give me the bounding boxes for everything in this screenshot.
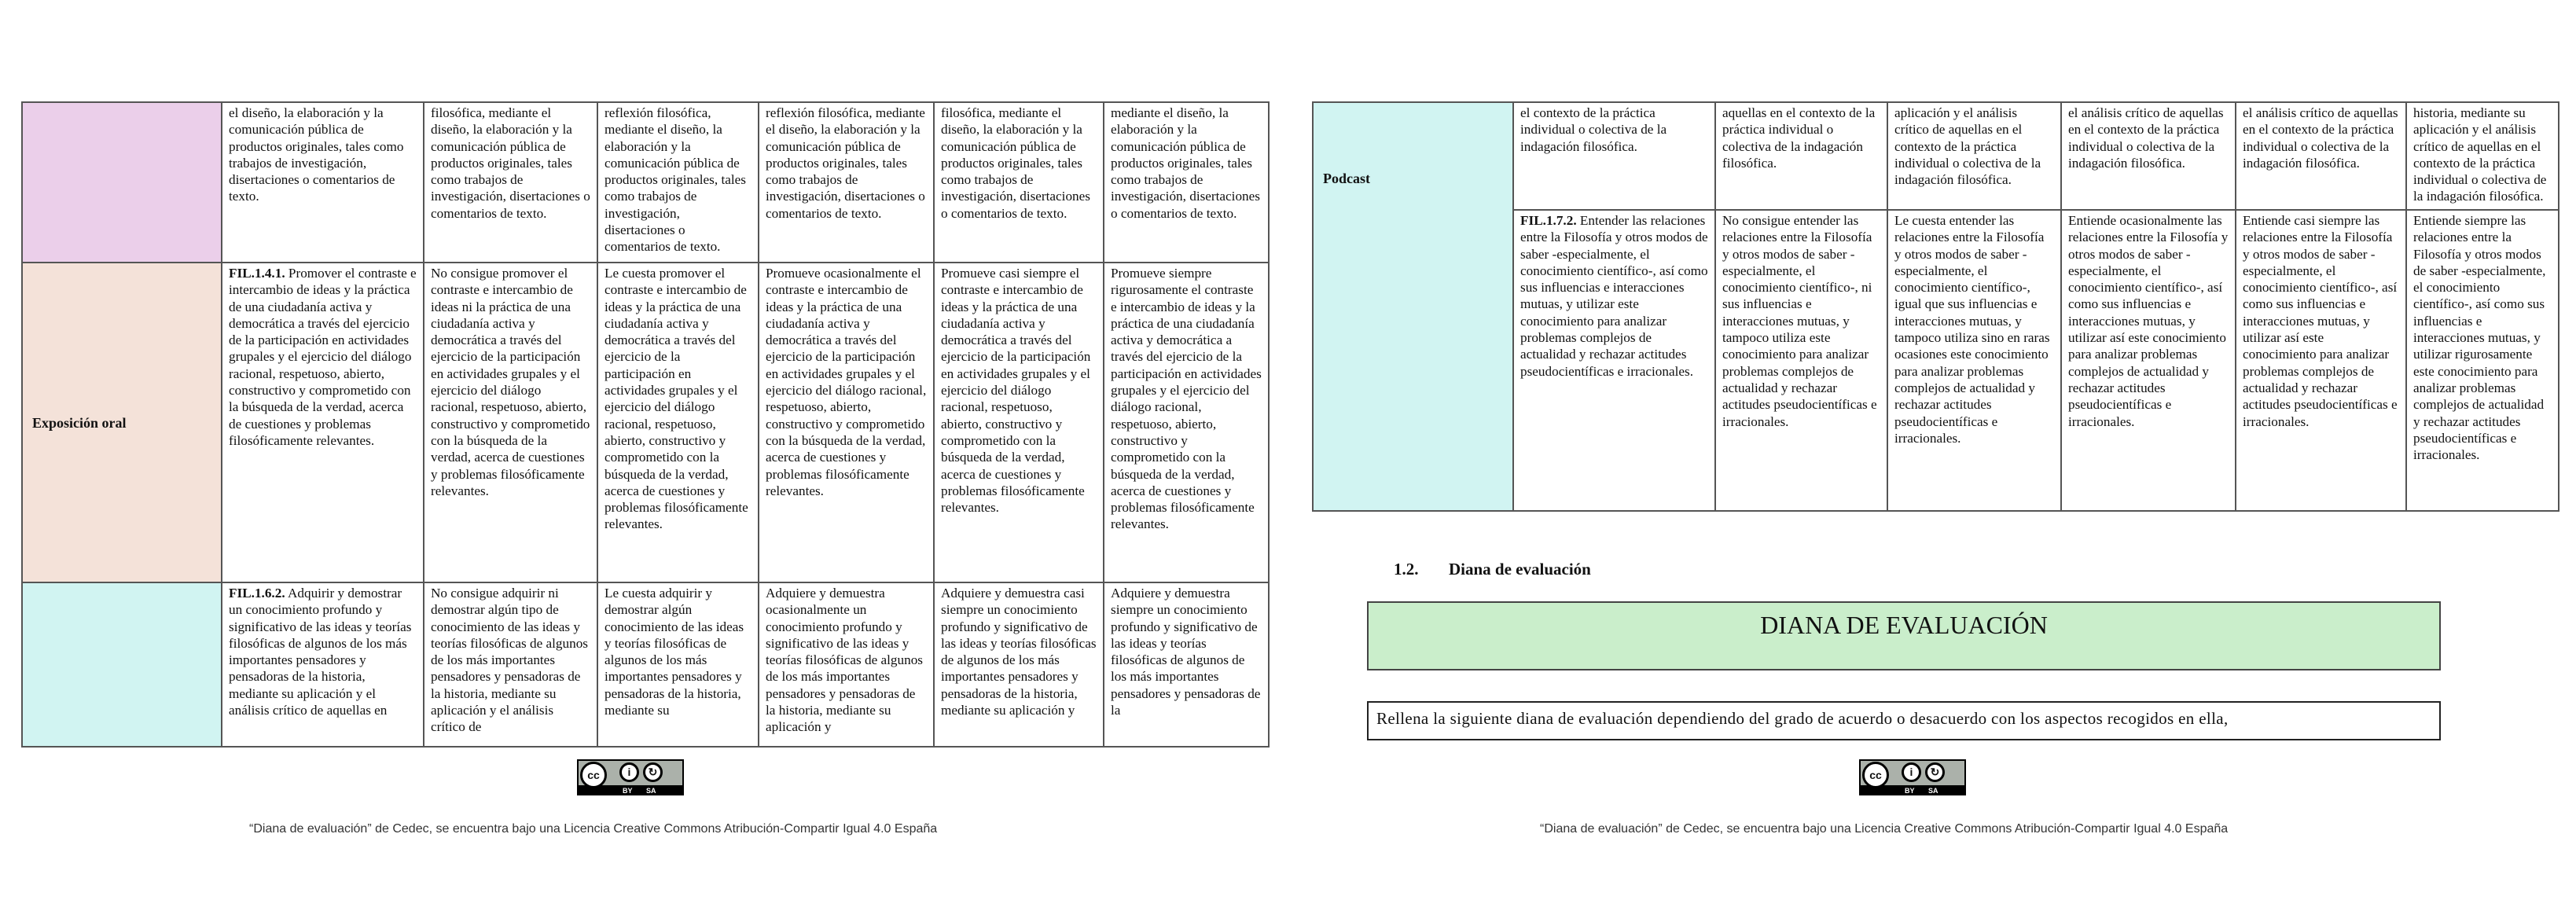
rubric-row xyxy=(1313,102,2559,210)
level-cell: Entiende casi siempre las relaciones entre la Filosofía y otros modos de saber -especialmente, el conocimiento científico-, así como sus influencias e interacciones mutuas, y utilizar así este conocimiento para analizar problemas complejos de actualidad y rechazar actitudes pseudocientíficas e irracionales. xyxy=(2236,210,2406,511)
level-cell: No consigue entender las relaciones entre la Filosofía y otros modos de saber -especialmente, el conocimiento científico-, ni sus influencias e interacciones mutuas, y tampoco utiliza este conocimiento para analizar problemas complejos de actualidad y rechazar actitudes pseudocientíficas e irracionales. xyxy=(1715,210,1887,511)
attribution-icon: i xyxy=(619,762,639,782)
level-cell: aplicación y el análisis crítico de aquellas en el contexto de la práctica individual o colectiva de la indagación filosófica. xyxy=(1887,102,2061,210)
sa-label: SA xyxy=(1928,787,1938,795)
rubric-row xyxy=(22,582,1269,747)
cc-icon: cc xyxy=(580,762,607,788)
attribution-icon: i xyxy=(1902,762,1921,782)
diana-title: DIANA DE EVALUACIÓN xyxy=(1760,611,2048,639)
level-cell: Entiende siempre las relaciones entre la Filosofía y otros modos de saber -especialmente, el conocimiento científico-, así como sus influencias e interacciones mutuas, y utilizar rigurosamente este conocimiento para analizar problemas complejos de actualidad y rechazar actitudes pseudocientíficas e irracionales. xyxy=(2406,210,2559,511)
criterion-cell xyxy=(222,582,424,747)
category-cell xyxy=(22,582,222,747)
level-cell: No consigue adquirir ni demostrar algún tipo de conocimiento de las ideas y teorías filosóficas de algunos de los más importantes pensadores y pensadoras de la historia, mediante su aplicación y el análisis crítico de xyxy=(424,582,597,747)
level-cell: Promueve ocasionalmente el contraste e intercambio de ideas y la práctica de una ciudadanía activa y democrática a través del ejercicio de la participación en actividades grupales y el ejercicio del diálogo racional, respetuoso, abierto, constructivo y comprometido con la búsqueda de la verdad, acerca de cuestiones y problemas filosóficamente relevantes. xyxy=(759,263,934,582)
level-cell: Le cuesta adquirir y demostrar algún conocimiento de las ideas y teorías filosóficas de algunos de los más importantes pensadores y pensadoras de la historia, mediante su xyxy=(597,582,759,747)
level-cell: el análisis crítico de aquellas en el contexto de la práctica individual o colectiva de la indagación filosófica. xyxy=(2061,102,2236,210)
level-cell: reflexión filosófica, mediante el diseño, la elaboración y la comunicación pública de productos originales, tales como trabajos de investigación, disertaciones o comentarios de texto. xyxy=(759,102,934,263)
criterion-cell xyxy=(1513,102,1715,210)
level-cell: Adquiere y demuestra ocasionalmente un conocimiento profundo y significativo de las ideas y teorías filosóficas de algunos de los más importantes pensadores y pensadoras de la historia, mediante su aplicación y xyxy=(759,582,934,747)
category-cell: Podcast xyxy=(1313,102,1513,511)
criterion-text: Promover el contraste e intercambio de ideas y la práctica de una ciudadanía activa y democrática a través del ejercicio de la participación en actividades grupales y el ejercicio del diálogo racional, respetuoso, abierto, constructivo y comprometido con la búsqueda de la verdad, acerca de cuestiones y problemas filosóficamente relevantes. xyxy=(229,266,417,448)
criterion-text: Entender las relaciones entre la Filosofía y otros modos de saber -especialmente, el conocimiento científico-, así como sus influencias e interacciones mutuas, y utilizar este conocimiento para analizar problemas complejos de actualidad y rechazar actitudes pseudocientíficas e irracionales. xyxy=(1520,213,1708,379)
level-cell: Entiende ocasionalmente las relaciones entre la Filosofía y otros modos de saber -especialmente, el conocimiento científico-, así como sus influencias e interacciones mutuas, y utilizar así este conocimiento para analizar problemas complejos de actualidad y rechazar actitudes pseudocientíficas e irracionales. xyxy=(2061,210,2236,511)
share-alike-icon: ↻ xyxy=(1925,762,1945,782)
level-cell: aquellas en el contexto de la práctica individual o colectiva de la indagación filosófica. xyxy=(1715,102,1887,210)
level-cell: No consigue promover el contraste e intercambio de ideas ni la práctica de una ciudadanía activa y democrática a través del ejercicio de la participación en actividades grupales y el ejercicio del diálogo racional, respetuoso, abierto, constructivo y comprometido con la búsqueda de la verdad, acerca de cuestiones y problemas filosóficamente relevantes. xyxy=(424,263,597,582)
document-page-right xyxy=(1289,0,2576,900)
criterion-text: el contexto de la práctica individual o colectiva de la indagación filosófica. xyxy=(1520,105,1667,154)
level-cell: Promueve siempre rigurosamente el contraste e intercambio de ideas y la práctica de una ciudadanía activa y democrática a través del ejercicio de la participación en actividades grupales y el ejercicio del diálogo racional, respetuoso, abierto, constructivo y comprometido con la búsqueda de la verdad, acerca de cuestiones y problemas filosóficamente relevantes. xyxy=(1104,263,1269,582)
level-cell: el análisis crítico de aquellas en el contexto de la práctica individual o colectiva de la indagación filosófica. xyxy=(2236,102,2406,210)
cc-license-badge xyxy=(1859,759,1966,795)
cc-icon: cc xyxy=(1862,762,1889,788)
section-heading xyxy=(1394,560,1591,579)
section-number: 1.2. xyxy=(1394,560,1419,579)
level-cell: Adquiere y demuestra casi siempre un conocimiento profundo y significativo de las ideas y teorías filosóficas de algunos de los más importantes pensadores y pensadoras de la historia, mediante su aplicación y xyxy=(934,582,1104,747)
criterion-code: FIL.1.7.2. xyxy=(1520,213,1577,228)
license-text: “Diana de evaluación” de Cedec, se encuentra bajo una Licencia Creative Commons Atribución-Compartir Igual 4.0 España xyxy=(1540,822,2229,836)
criterion-text: el diseño, la elaboración y la comunicación pública de productos originales, tales como trabajos de investigación, disertaciones o comentarios de texto. xyxy=(229,105,404,204)
level-cell: mediante el diseño, la elaboración y la comunicación pública de productos originales, tales como trabajos de investigación, disertaciones o comentarios de texto. xyxy=(1104,102,1269,263)
criterion-code: FIL.1.6.2. xyxy=(229,586,285,601)
section-title: Diana de evaluación xyxy=(1449,560,1591,579)
level-cell: historia, mediante su aplicación y el análisis crítico de aquellas en el contexto de la práctica individual o colectiva de la indagación filosófica. xyxy=(2406,102,2559,210)
instructions-text: Rellena la siguiente diana de evaluación dependiendo del grado de acuerdo o desacuerdo con los aspectos recogidos en ella, xyxy=(1376,709,2229,728)
level-cell: Promueve casi siempre el contraste e intercambio de ideas y la práctica de una ciudadanía activa y democrática a través del ejercicio de la participación en actividades grupales y el ejercicio del diálogo racional, respetuoso, abierto, constructivo y comprometido con la búsqueda de la verdad, acerca de cuestiones y problemas filosóficamente relevantes. xyxy=(934,263,1104,582)
criterion-cell xyxy=(222,263,424,582)
by-label: BY xyxy=(623,787,633,795)
level-cell: reflexión filosófica, mediante el diseño, la elaboración y la comunicación pública de productos originales, tales como trabajos de investigación, disertaciones o comentarios de texto. xyxy=(597,102,759,263)
level-cell: filosófica, mediante el diseño, la elaboración y la comunicación pública de productos originales, tales como trabajos de investigación, disertaciones o comentarios de texto. xyxy=(934,102,1104,263)
level-cell: filosófica, mediante el diseño, la elaboración y la comunicación pública de productos originales, tales como trabajos de investigación, disertaciones o comentarios de texto. xyxy=(424,102,597,263)
cc-license-badge xyxy=(577,759,684,795)
rubric-table-right xyxy=(1312,101,2559,512)
share-alike-icon: ↻ xyxy=(643,762,663,782)
criterion-text: Adquirir y demostrar un conocimiento profundo y significativo de las ideas y teorías filosóficas de algunos de los más importantes pensadores y pensadoras de la historia, mediante su aplicación y el análisis crítico de aquellas en xyxy=(229,586,412,718)
criterion-cell xyxy=(1513,210,1715,511)
criterion-code: FIL.1.4.1. xyxy=(229,266,285,281)
level-cell: Adquiere y demuestra siempre un conocimiento profundo y significativo de las ideas y teorías filosóficas de algunos de los más importantes pensadores y pensadoras de la xyxy=(1104,582,1269,747)
rubric-row xyxy=(22,263,1269,582)
by-label: BY xyxy=(1905,787,1915,795)
license-text: “Diana de evaluación” de Cedec, se encuentra bajo una Licencia Creative Commons Atribución-Compartir Igual 4.0 España xyxy=(249,822,938,836)
rubric-table-left xyxy=(21,101,1270,748)
level-cell: Le cuesta promover el contraste e intercambio de ideas y la práctica de una ciudadanía activa y democrática a través del ejercicio de la participación en actividades grupales y el ejercicio del diálogo racional, respetuoso, abierto, constructivo y comprometido con la búsqueda de la verdad, acerca de cuestiones y problemas filosóficamente relevantes. xyxy=(597,263,759,582)
category-cell: Exposición oral xyxy=(22,263,222,582)
level-cell: Le cuesta entender las relaciones entre la Filosofía y otros modos de saber -especialmente, el conocimiento científico-, igual que sus influencias e interacciones mutuas, y tampoco utiliza sino en raras ocasiones este conocimiento para analizar problemas complejos de actualidad y rechazar actitudes pseudocientíficas e irracionales. xyxy=(1887,210,2061,511)
category-cell xyxy=(22,102,222,263)
criterion-cell xyxy=(222,102,424,263)
rubric-row xyxy=(22,102,1269,263)
instructions-box xyxy=(1367,701,2441,740)
sa-label: SA xyxy=(646,787,656,795)
diana-title-box xyxy=(1367,601,2441,670)
